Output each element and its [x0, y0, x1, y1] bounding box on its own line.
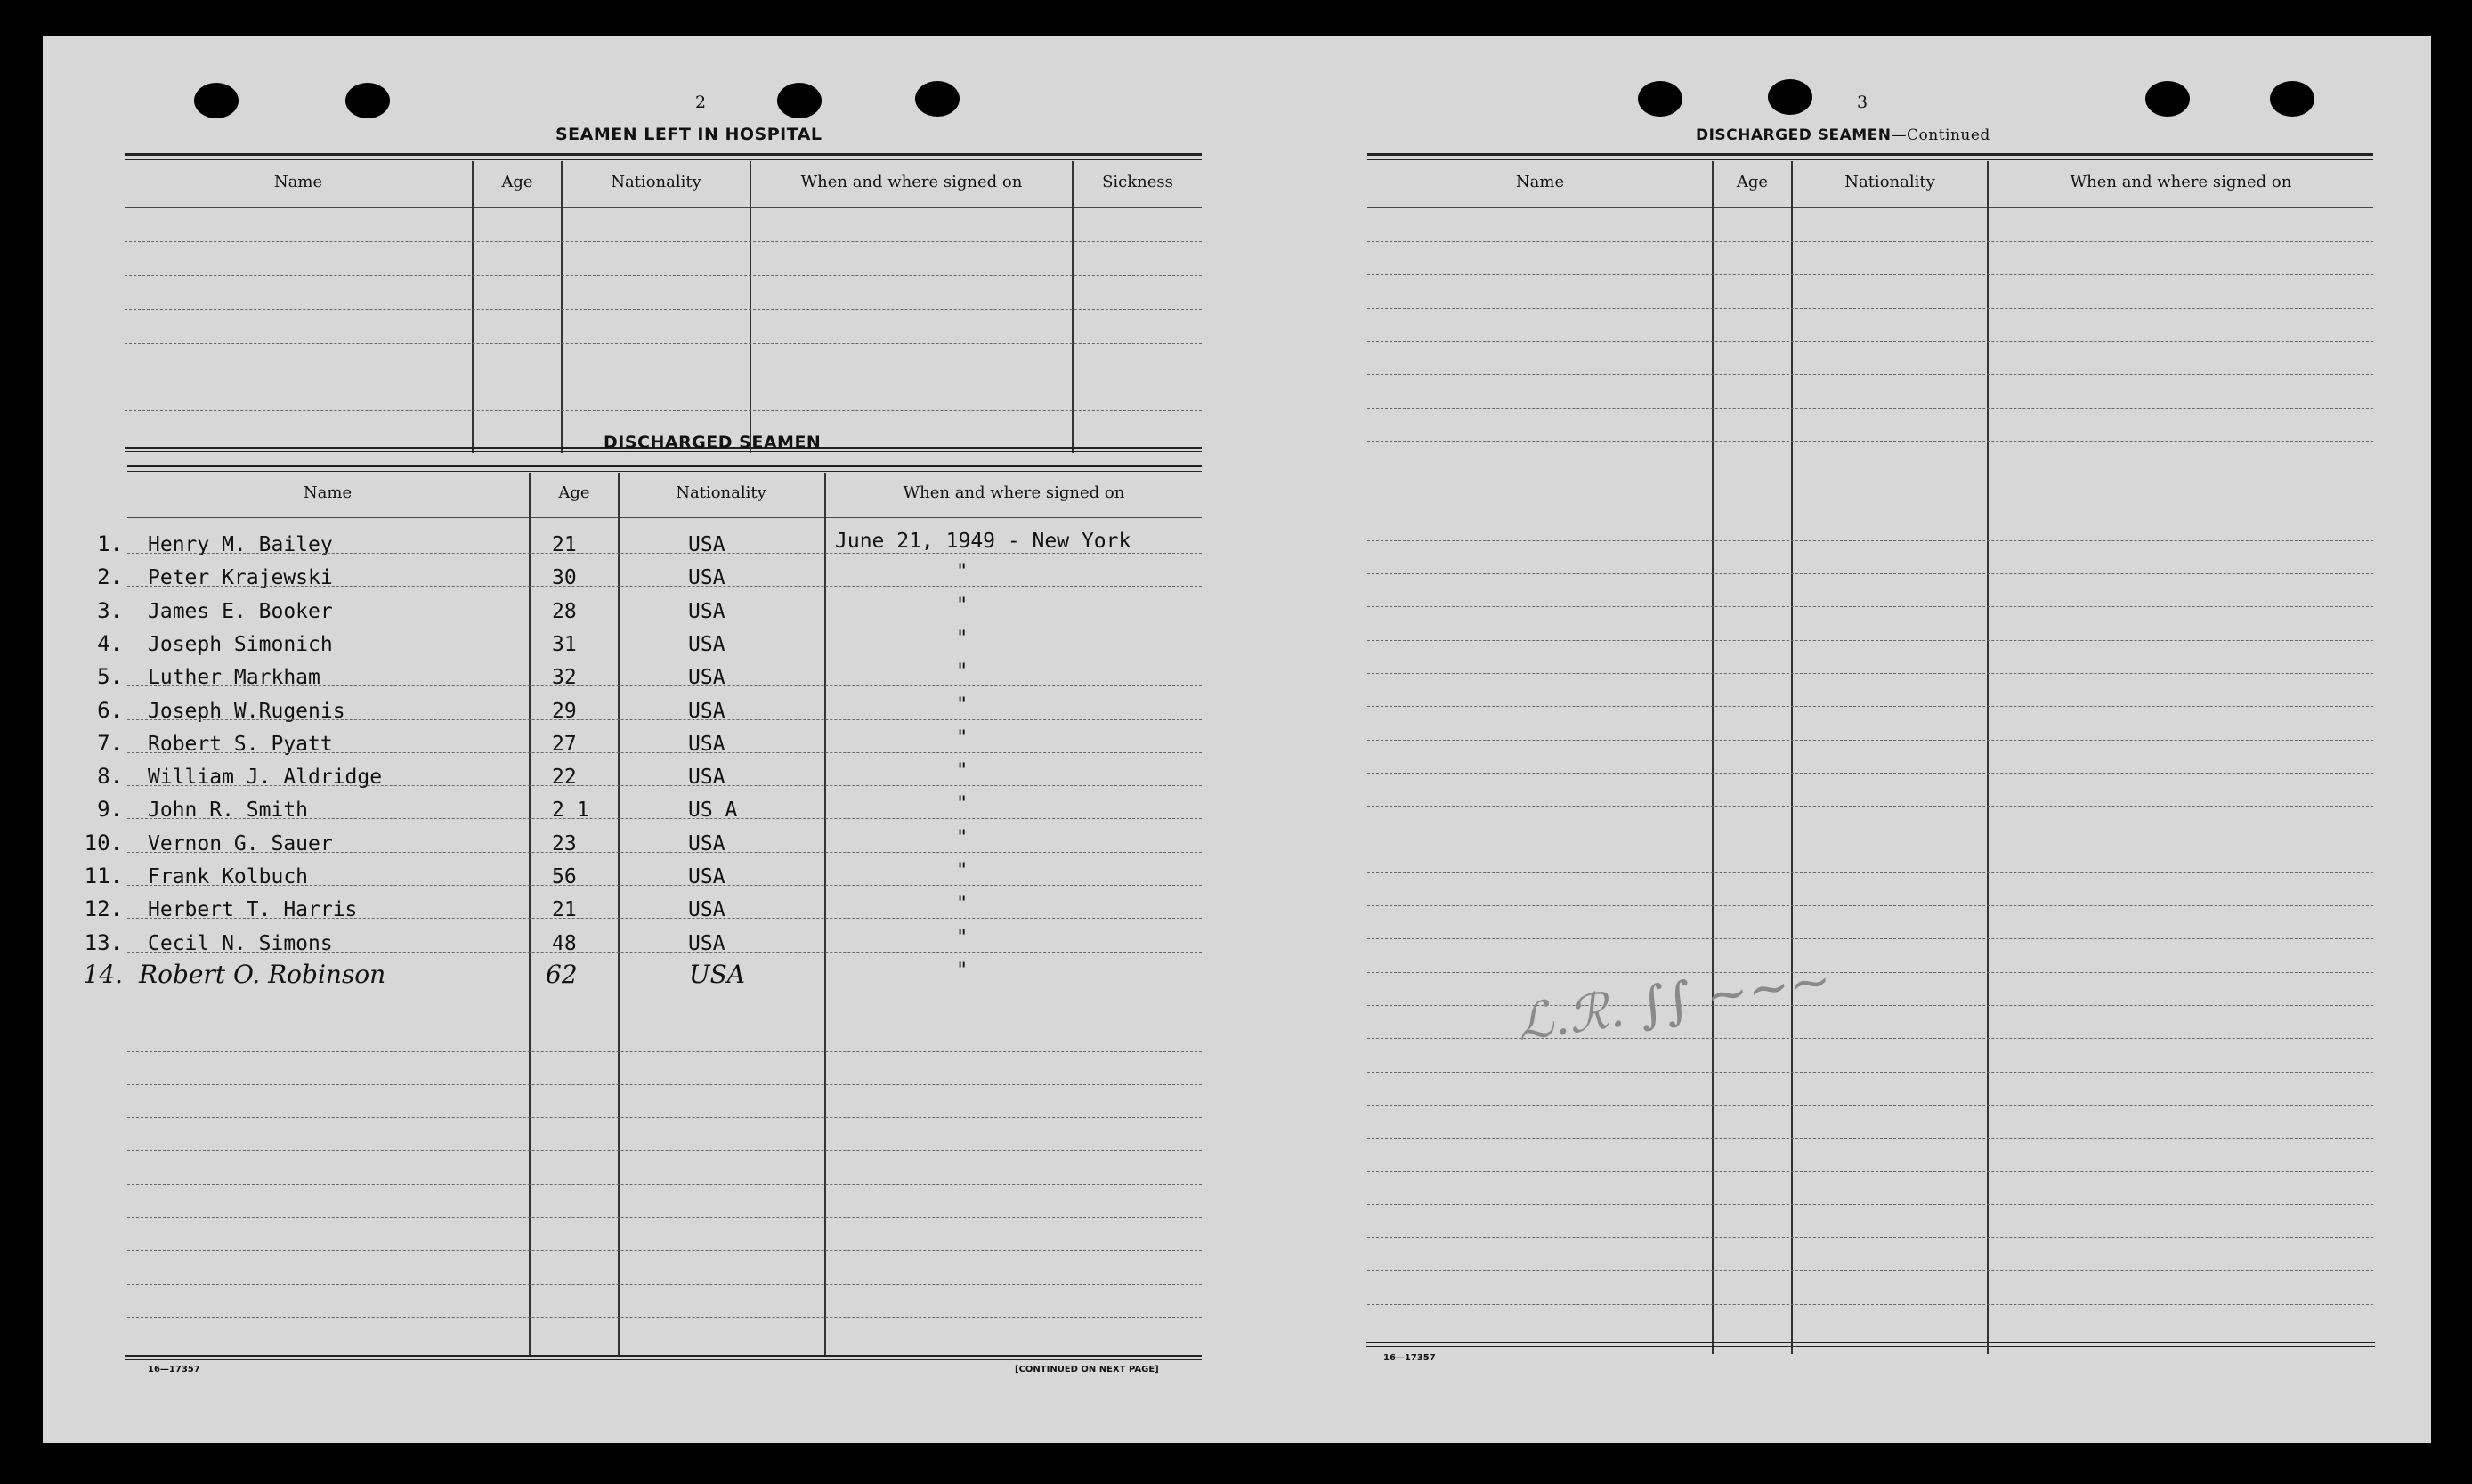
row-number: 9.	[97, 797, 123, 823]
seaman-age: 21	[552, 533, 577, 556]
hospital-header-sickness: Sickness	[1102, 173, 1173, 191]
seaman-signed-on-ditto: "	[956, 594, 969, 617]
hospital-col-divider	[561, 161, 563, 453]
discharged-row-line	[127, 885, 1202, 886]
right-row-line	[1367, 806, 2373, 807]
handwritten-name: Robert O. Robinson	[139, 959, 386, 989]
right-row-line	[1367, 606, 2373, 607]
right-table-top-rule	[1367, 153, 2373, 160]
discharged-continued-title-suffix: —Continued	[1891, 126, 1990, 144]
row-number: 4.	[97, 630, 123, 656]
continued-note: [CONTINUED ON NEXT PAGE]	[1015, 1365, 1159, 1375]
seaman-signed-on-ditto: "	[956, 726, 969, 750]
seaman-name: Robert S. Pyatt	[148, 732, 333, 756]
seaman-age: 48	[552, 931, 577, 955]
row-number: 12.	[84, 896, 123, 922]
seaman-age: 32	[552, 666, 577, 690]
seaman-signed-on-ditto: "	[956, 693, 969, 717]
discharged-row-line	[127, 553, 1202, 554]
right-row-line	[1367, 308, 2373, 309]
seaman-signed-on-ditto: "	[956, 860, 969, 882]
seaman-signed-on-ditto: "	[956, 627, 969, 650]
right-row-line	[1367, 1304, 2373, 1305]
discharged-header-rule	[127, 517, 1202, 518]
faint-signature: ℒ.ℛ. ∫∫ ~~~	[1513, 951, 1836, 1053]
right-row-line	[1367, 1105, 2373, 1106]
seaman-nationality: USA	[688, 533, 725, 556]
seaman-age: 22	[552, 766, 577, 790]
right-row-line	[1367, 573, 2373, 574]
form-number-left: 16—17357	[148, 1365, 200, 1375]
row-number: 5.	[97, 664, 123, 690]
right-row-line	[1367, 441, 2373, 442]
punch-hole	[2145, 81, 2190, 117]
handwritten-row-number: 14.	[83, 959, 123, 989]
seaman-name: Joseph W.Rugenis	[148, 699, 345, 723]
seaman-nationality: US A	[688, 799, 738, 823]
right-row-line	[1367, 1072, 2373, 1073]
seaman-name: Luther Markham	[148, 666, 320, 690]
seaman-name: Joseph Simonich	[148, 632, 333, 656]
hospital-col-divider	[750, 161, 751, 453]
seaman-signed-on-ditto: "	[956, 926, 969, 949]
handwritten-signed-on-ditto: "	[956, 959, 969, 982]
handwritten-age: 62	[546, 959, 578, 989]
discharged-row-line	[127, 1051, 1202, 1052]
seaman-nationality: USA	[688, 699, 725, 723]
seaman-signed-on-ditto: "	[956, 893, 969, 916]
page-number-right: 3	[1857, 93, 1868, 112]
seaman-age: 56	[552, 865, 577, 888]
seaman-nationality: USA	[688, 931, 725, 955]
hospital-header-signed-on: When and where signed on	[800, 173, 1023, 191]
punch-hole	[194, 83, 239, 118]
discharged-row-line	[127, 1150, 1202, 1151]
seaman-age: 30	[552, 566, 577, 590]
right-header-rule	[1367, 207, 2373, 208]
discharged-col-divider	[618, 473, 620, 1357]
right-table-bottom-rule	[1366, 1342, 2375, 1347]
right-header-signed-on: When and where signed on	[2070, 173, 2292, 191]
seaman-age: 23	[552, 831, 577, 856]
row-number: 1.	[97, 531, 123, 556]
hospital-header-age: Age	[501, 173, 533, 191]
discharged-header-name: Name	[303, 483, 353, 502]
hospital-header-name: Name	[273, 173, 323, 191]
discharged-row-line	[127, 1184, 1202, 1185]
row-number: 13.	[84, 929, 123, 955]
punch-hole	[1638, 81, 1682, 117]
right-header-name: Name	[1515, 173, 1565, 191]
discharged-section-title: DISCHARGED SEAMEN	[604, 433, 822, 452]
seaman-name: Herbert T. Harris	[148, 898, 358, 922]
seaman-name: Vernon G. Sauer	[148, 831, 333, 856]
seaman-signed-on-ditto: "	[956, 793, 969, 816]
right-header-age: Age	[1736, 173, 1769, 191]
discharged-header-nationality: Nationality	[676, 483, 766, 502]
discharged-row-line	[127, 1250, 1202, 1251]
row-number: 10.	[84, 830, 123, 856]
seaman-nationality: USA	[688, 766, 725, 790]
row-number: 11.	[84, 864, 123, 888]
right-row-line	[1367, 905, 2373, 906]
seaman-signed-on-ditto: "	[956, 760, 969, 783]
row-number: 7.	[97, 730, 123, 756]
seaman-signed-on-ditto: "	[956, 561, 969, 584]
discharged-header-signed-on: When and where signed on	[903, 483, 1125, 502]
document-sheet	[43, 36, 2431, 1443]
punch-hole	[2270, 81, 2314, 117]
right-row-line	[1367, 706, 2373, 707]
seaman-age: 2 1	[552, 799, 589, 823]
hospital-row-line	[125, 309, 1202, 310]
right-row-line	[1367, 972, 2373, 973]
hospital-section-title: SEAMEN LEFT IN HOSPITAL	[555, 125, 823, 144]
seaman-nationality: USA	[688, 666, 725, 690]
discharged-row-line	[127, 1084, 1202, 1085]
discharged-row-line	[127, 852, 1202, 853]
punch-hole	[345, 83, 390, 118]
hospital-row-line	[125, 410, 1202, 411]
right-row-line	[1367, 341, 2373, 342]
punch-hole	[915, 81, 960, 117]
hospital-row-line	[125, 275, 1202, 276]
form-number-right: 16—17357	[1383, 1353, 1436, 1363]
seaman-name: Frank Kolbuch	[148, 865, 309, 888]
seaman-name: John R. Smith	[148, 799, 309, 823]
seaman-signed-on-ditto: "	[956, 826, 969, 849]
right-row-line	[1367, 1138, 2373, 1139]
discharged-row-line	[127, 719, 1202, 720]
right-row-line	[1367, 740, 2373, 741]
page-number-left: 2	[695, 93, 707, 112]
seaman-nationality: USA	[688, 831, 725, 856]
right-row-line	[1367, 1038, 2373, 1039]
seaman-age: 31	[552, 632, 577, 656]
seaman-nationality: USA	[688, 865, 725, 888]
row-number: 2.	[97, 564, 123, 590]
seaman-nationality: USA	[688, 898, 725, 922]
discharged-row-line	[127, 1284, 1202, 1285]
right-row-line	[1367, 241, 2373, 242]
punch-hole	[1768, 79, 1812, 115]
seaman-age: 29	[552, 699, 577, 723]
seaman-name: James E. Booker	[148, 599, 333, 623]
seaman-name: William J. Aldridge	[148, 766, 383, 790]
right-row-line	[1367, 1204, 2373, 1205]
right-row-line	[1367, 408, 2373, 409]
right-row-line	[1367, 1270, 2373, 1271]
discharged-table-bottom-rule	[125, 1355, 1202, 1360]
seaman-name: Cecil N. Simons	[148, 931, 333, 955]
right-row-line	[1367, 773, 2373, 774]
right-row-line	[1367, 274, 2373, 275]
discharged-header-age: Age	[558, 483, 590, 502]
row-number: 6.	[97, 697, 123, 723]
discharged-row-line	[127, 952, 1202, 953]
seaman-name: Henry M. Bailey	[148, 533, 333, 556]
seaman-age: 27	[552, 732, 577, 756]
hospital-row-line	[125, 343, 1202, 344]
right-row-line	[1367, 374, 2373, 375]
hospital-header-nationality: Nationality	[611, 173, 701, 191]
seaman-signed-on: June 21, 1949 - New York	[835, 530, 1131, 553]
discharged-row-line	[127, 1117, 1202, 1118]
right-row-line	[1367, 1237, 2373, 1238]
discharged-col-divider	[529, 473, 531, 1357]
seaman-name: Peter Krajewski	[148, 566, 333, 590]
discharged-row-line	[127, 586, 1202, 587]
right-row-line	[1367, 540, 2373, 541]
hospital-table-top-rule	[125, 153, 1202, 160]
hospital-row-line	[125, 241, 1202, 242]
right-row-line	[1367, 673, 2373, 674]
discharged-row-line	[127, 1317, 1202, 1318]
right-row-line	[1367, 1171, 2373, 1172]
discharged-row-line	[127, 785, 1202, 786]
hospital-col-divider	[472, 161, 474, 453]
discharged-table-top-rule	[127, 465, 1202, 472]
discharged-row-line	[127, 818, 1202, 819]
seaman-nationality: USA	[688, 732, 725, 756]
seaman-age: 28	[552, 599, 577, 623]
discharged-row-line	[127, 1217, 1202, 1218]
seaman-age: 21	[552, 898, 577, 922]
discharged-continued-title	[1696, 126, 1990, 144]
handwritten-nationality: USA	[689, 959, 745, 989]
hospital-col-divider	[1072, 161, 1074, 453]
seaman-nationality: USA	[688, 599, 725, 623]
right-header-nationality: Nationality	[1844, 173, 1935, 191]
discharged-col-divider	[824, 473, 826, 1357]
hospital-header-rule	[125, 207, 1202, 208]
row-number: 3.	[97, 597, 123, 623]
seaman-nationality: USA	[688, 566, 725, 590]
right-row-line	[1367, 872, 2373, 873]
seaman-nationality: USA	[688, 632, 725, 656]
punch-hole	[777, 83, 822, 118]
seaman-signed-on-ditto: "	[956, 661, 969, 684]
discharged-row-line	[127, 752, 1202, 753]
row-number: 8.	[97, 764, 123, 790]
discharged-continued-title-bold: DISCHARGED SEAMEN	[1696, 126, 1892, 144]
right-row-line	[1367, 640, 2373, 641]
discharged-row-line	[127, 685, 1202, 686]
right-row-line	[1367, 938, 2373, 939]
discharged-row-line	[127, 918, 1202, 919]
